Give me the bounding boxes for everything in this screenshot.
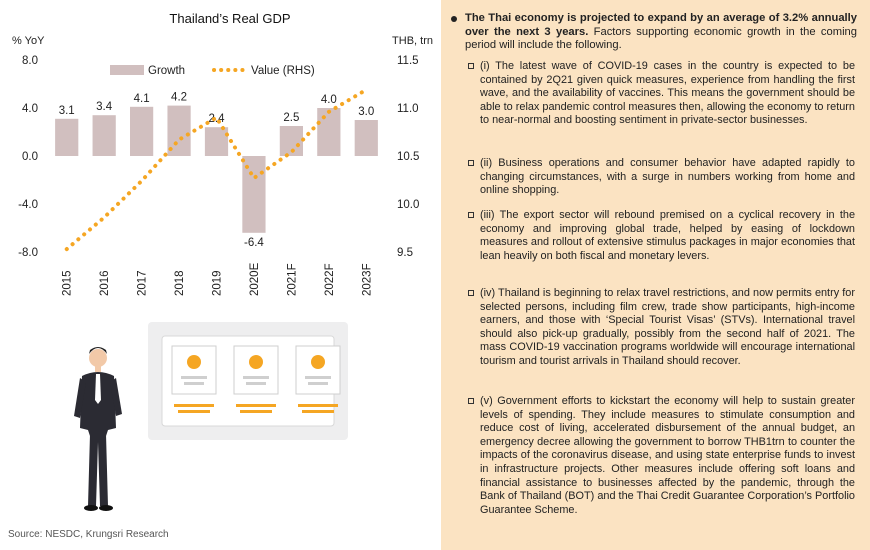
point-5 bbox=[468, 395, 855, 517]
left-tick-label: 8.0 bbox=[22, 55, 38, 67]
commentary-panel bbox=[441, 0, 870, 550]
summary-rest: Factors supporting economic growth in the coming period will include the following. bbox=[465, 25, 857, 52]
legend-growth-swatch bbox=[110, 65, 144, 75]
point-1 bbox=[468, 60, 855, 128]
left-tick-label: 4.0 bbox=[22, 103, 38, 115]
gdp-chart bbox=[0, 0, 440, 330]
growth-data-label: 2.4 bbox=[208, 113, 225, 126]
x-tick-label: 2018 bbox=[174, 270, 187, 296]
left-tick-label: -8.0 bbox=[18, 247, 38, 259]
x-tick-label: 2022F bbox=[323, 263, 336, 296]
source-note: Source: NESDC, Krungsri Research bbox=[8, 529, 169, 540]
legend-value-label: Value (RHS) bbox=[251, 65, 315, 77]
growth-data-label: 2.5 bbox=[283, 112, 300, 124]
x-tick-label: 2016 bbox=[99, 270, 112, 296]
left-tick-label: 0.0 bbox=[22, 151, 38, 163]
point-4 bbox=[468, 287, 855, 369]
growth-bar bbox=[205, 127, 228, 156]
square-bullet-icon bbox=[468, 63, 474, 69]
bullet-icon bbox=[451, 16, 457, 22]
point-4-text: (iv) Thailand is beginning to relax travel restrictions, and now permits entry for selected persons, including film crew, trade show participants, high-income earners, and those with ‘Special Tourist Visas’ (STVs). International travel should also pick-up gradually, possibly from the second half of 2021. The mass COVID-19 vaccination programs worldwide will encourage international tourism and tourist arrivals in Thailand should recover. bbox=[480, 287, 855, 367]
square-bullet-icon bbox=[468, 160, 474, 166]
x-tick-label: 2019 bbox=[211, 270, 224, 296]
square-bullet-icon bbox=[468, 398, 474, 404]
left-tick-label: -4.0 bbox=[18, 199, 38, 211]
summary-bold: The Thai economy is projected to expand by an average of 3.2% annually over the next 3 years. bbox=[465, 12, 857, 38]
growth-data-label: 4.1 bbox=[133, 92, 150, 105]
growth-data-label: -6.4 bbox=[244, 236, 264, 249]
man-figure bbox=[74, 347, 122, 511]
growth-data-label: 3.0 bbox=[358, 106, 375, 118]
growth-data-label: 4.2 bbox=[171, 91, 188, 104]
right-tick-label: 11.5 bbox=[397, 55, 419, 67]
growth-bar bbox=[55, 119, 78, 156]
summary-bullet bbox=[457, 12, 857, 53]
point-3-text: (iii) The export sector will rebound premised on a cyclical recovery in the economy and improving global trade, helped by easing of lockdown measures and rollout of extensive stimulus packages in major economies that lean heavily on both fiscal and monetary levers. bbox=[480, 209, 855, 262]
growth-bar bbox=[355, 120, 378, 156]
growth-data-label: 3.4 bbox=[96, 101, 113, 114]
x-tick-label: 2017 bbox=[136, 270, 149, 296]
square-bullet-icon bbox=[468, 290, 474, 296]
x-tick-label: 2021F bbox=[286, 263, 299, 296]
right-tick-label: 10.0 bbox=[397, 199, 420, 211]
growth-bar bbox=[317, 108, 340, 156]
growth-data-label: 3.1 bbox=[58, 104, 75, 117]
growth-bar bbox=[130, 107, 153, 156]
point-5-text: (v) Government efforts to kickstart the economy will help to sustain greater levels of spending. They include measures to stimulate consumption and reduce cost of living, accelerated disbursement of the annual budget, an emergency decree allowing the government to borrow THB1trn to counter the impacts of the coronavirus disease, and using state enterprise funds to invest in infrastructure projects. Other measures include offering soft loans and financial assistance to businesses affected by the pandemic, through the Bank of Thailand (BOT) and the Thai Credit Guarantee Corporation’s Portfolio Guarantee Scheme. bbox=[480, 395, 855, 516]
x-tick-label: 2023F bbox=[361, 263, 374, 296]
point-3 bbox=[468, 209, 855, 263]
point-2-text: (ii) Business operations and consumer behavior have adapted rapidly to changing circumstances, with a surge in numbers working from home and online shopping. bbox=[480, 157, 855, 197]
right-tick-label: 9.5 bbox=[397, 247, 413, 259]
left-axis-label: % YoY bbox=[12, 35, 45, 47]
right-tick-label: 11.0 bbox=[397, 103, 419, 115]
growth-bar bbox=[93, 115, 116, 156]
square-bullet-icon bbox=[468, 212, 474, 218]
chart-title: Thailand’s Real GDP bbox=[169, 11, 291, 26]
point-1-text: (i) The latest wave of COVID-19 cases in the country is expected to be contained by 2Q21 given quick measures, experience from handling the first wave, and the availability of vaccines. This means the government should be able to relax pandemic control measures then, allowing the economy to return to near-normal and boosting sentiment in private-sector businesses. bbox=[480, 60, 855, 127]
right-tick-label: 10.5 bbox=[397, 151, 420, 163]
x-tick-label: 2015 bbox=[61, 270, 74, 296]
growth-data-label: 4.0 bbox=[320, 94, 337, 106]
legend-growth-label: Growth bbox=[148, 65, 186, 77]
point-2 bbox=[468, 157, 855, 198]
x-tick-label: 2020E bbox=[248, 262, 261, 296]
businessman-illustration bbox=[60, 318, 360, 523]
right-axis-label: THB, trn bbox=[392, 35, 433, 47]
